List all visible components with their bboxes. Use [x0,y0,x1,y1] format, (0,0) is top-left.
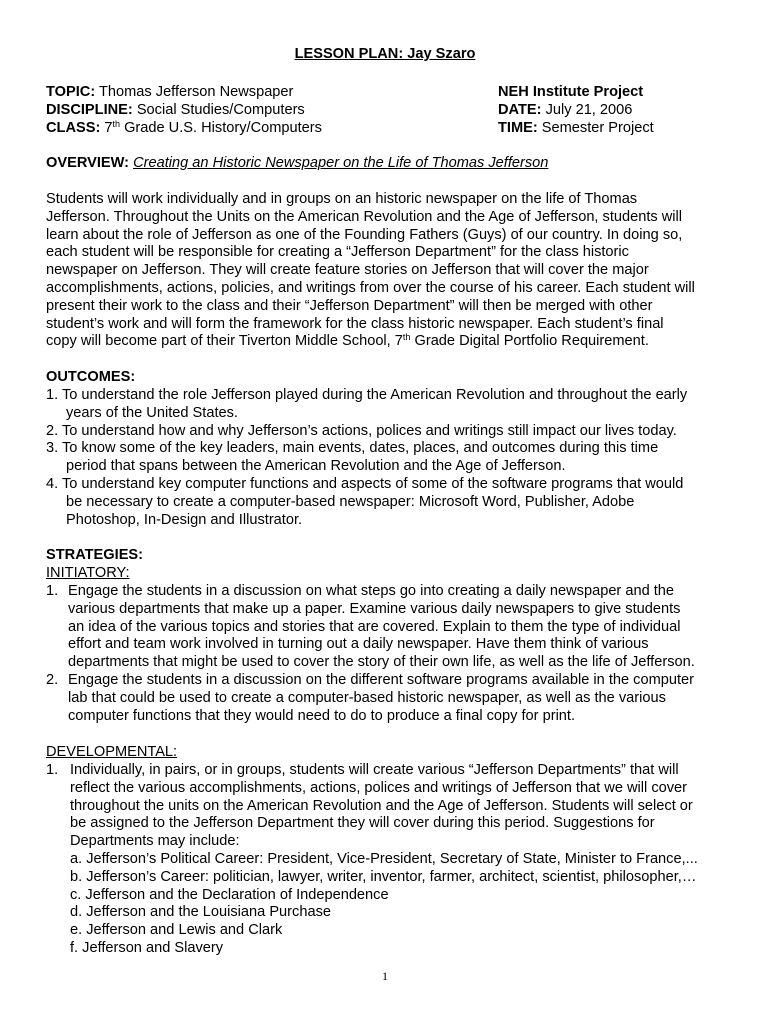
page-number: 1 [382,969,388,983]
intro-line: present their work to the class and their “Jefferson Department” will then be merged with other [46,297,653,314]
topic-line: TOPIC: Thomas Jefferson Newspaper [46,84,294,100]
initiatory-item: 1. Engage the students in a discussion on what steps go into creating a daily newspaper and the various departments that make up a paper. Examine various daily newspapers to give students an idea of the various topics and stories that are covered. Explain to them the type of individual effort and team work involved in turning out a daily newspaper. Have them think of various departments that might be used to cover the story of their own life, as well as the life of Jefferson. [46,583,695,671]
discipline-line: DISCIPLINE: Social Studies/Computers [46,102,305,118]
intro-line: accomplishments, actions, policies, and writings from over the course of his career. Each student will [46,279,695,296]
department-suggestion: d. Jefferson and the Louisiana Purchase [70,904,331,921]
class-line: CLASS: 7th Grade U.S. History/Computers [46,119,322,136]
department-suggestion: c. Jefferson and the Declaration of Independence [70,886,389,903]
intro-line: learn about the role of Jefferson as one of the Founding Fathers (Guys) of our country. In doing so, [46,226,683,243]
outcome-item: 4. To understand key computer functions and aspects of some of the software programs that would be necessary to create a computer-based newspaper: Microsoft Word, Publisher, Adobe Photoshop, In-Design and Illustrator. [46,475,684,528]
project-line: NEH Institute Project [498,84,644,100]
intro-line: Jefferson. Throughout the Units on the American Revolution and the Age of Jefferson, students will [46,208,683,225]
strategies-heading: STRATEGIES: [46,547,144,563]
outcomes-section [46,368,736,528]
department-suggestion: f. Jefferson and Slavery [70,939,224,956]
developmental-section [46,743,736,957]
initiatory-heading: INITIATORY: [46,565,130,581]
outcome-item: 1. To understand the role Jefferson played during the American Revolution and throughout the early years of the United States. [46,387,688,421]
department-suggestion: a. Jefferson’s Political Career: President, Vice-President, Secretary of State, Minister to France,... [70,850,698,867]
overview-title: Creating an Historic Newspaper on the Life of Thomas Jefferson [133,155,549,171]
intro-line: newspaper on Jefferson. They will create feature stories on Jefferson that will cover the major [46,262,649,279]
department-suggestion: e. Jefferson and Lewis and Clark [70,922,283,939]
intro-line: student’s work and will form the framework for the class historic newspaper. Each student’s final [46,315,664,332]
outcome-item: 2. To understand how and why Jefferson’s actions, polices and writings still impact our lives today. [46,422,677,439]
header-right [498,83,738,137]
department-suggestion: b. Jefferson’s Career: politician, lawyer, writer, inventor, farmer, architect, scientist, philosopher,… [70,868,697,885]
overview-line [46,154,548,172]
time-line: TIME: Semester Project [498,120,654,136]
intro-line: Students will work individually and in groups on an historic newspaper on the life of Thomas [46,191,638,207]
outcome-item: 3. To know some of the key leaders, main events, dates, places, and outcomes during this time period that spans between the American Revolution and the Age of Jefferson. [46,440,659,475]
outcomes-heading: OUTCOMES: [46,369,136,385]
intro-paragraph [46,190,736,350]
overview-label: OVERVIEW: [46,155,129,171]
initiatory-item: 2. Engage the students in a discussion on the different software programs available in the computer lab that could be used to create a computer-based historic newspaper, as well as the various computer functions that they would need to do to produce a final copy for print. [46,671,695,724]
date-line: DATE: July 21, 2006 [498,102,633,118]
strategies-section [46,546,736,724]
developmental-heading: DEVELOPMENTAL: [46,744,178,760]
page-title: LESSON PLAN: Jay Szaro [294,46,476,62]
intro-line: each student will be responsible for creating a “Jefferson Department” for the class historic [46,244,629,261]
developmental-item: 1. Individually, in pairs, or in groups, students will create various “Jefferson Departments” that will reflect the various accomplishments, actions, polices and writings of Jefferson that we will cover throughout the units on the American Revolution and the Age of Jefferson. Students will select or be assigned to the Jefferson Department they will cover during this period. Suggestions for Departments may include: a. Jefferson’s Political Career: President, Vice-President, Secretary of State, Minister to France,... b. Jefferson’s Career: politician, lawyer, writer, inventor, farmer, architect, scientist, philosopher,… c. Jefferson and the Declaration of Independence d. Jefferson and the Louisiana Purchase e. Jefferson and Lewis and Clark f. Jefferson and Slavery [46,761,736,957]
header-left [46,83,486,137]
intro-line-last: copy will become part of their Tiverton Middle School, 7th Grade Digital Portfolio Requirement. [46,332,649,350]
